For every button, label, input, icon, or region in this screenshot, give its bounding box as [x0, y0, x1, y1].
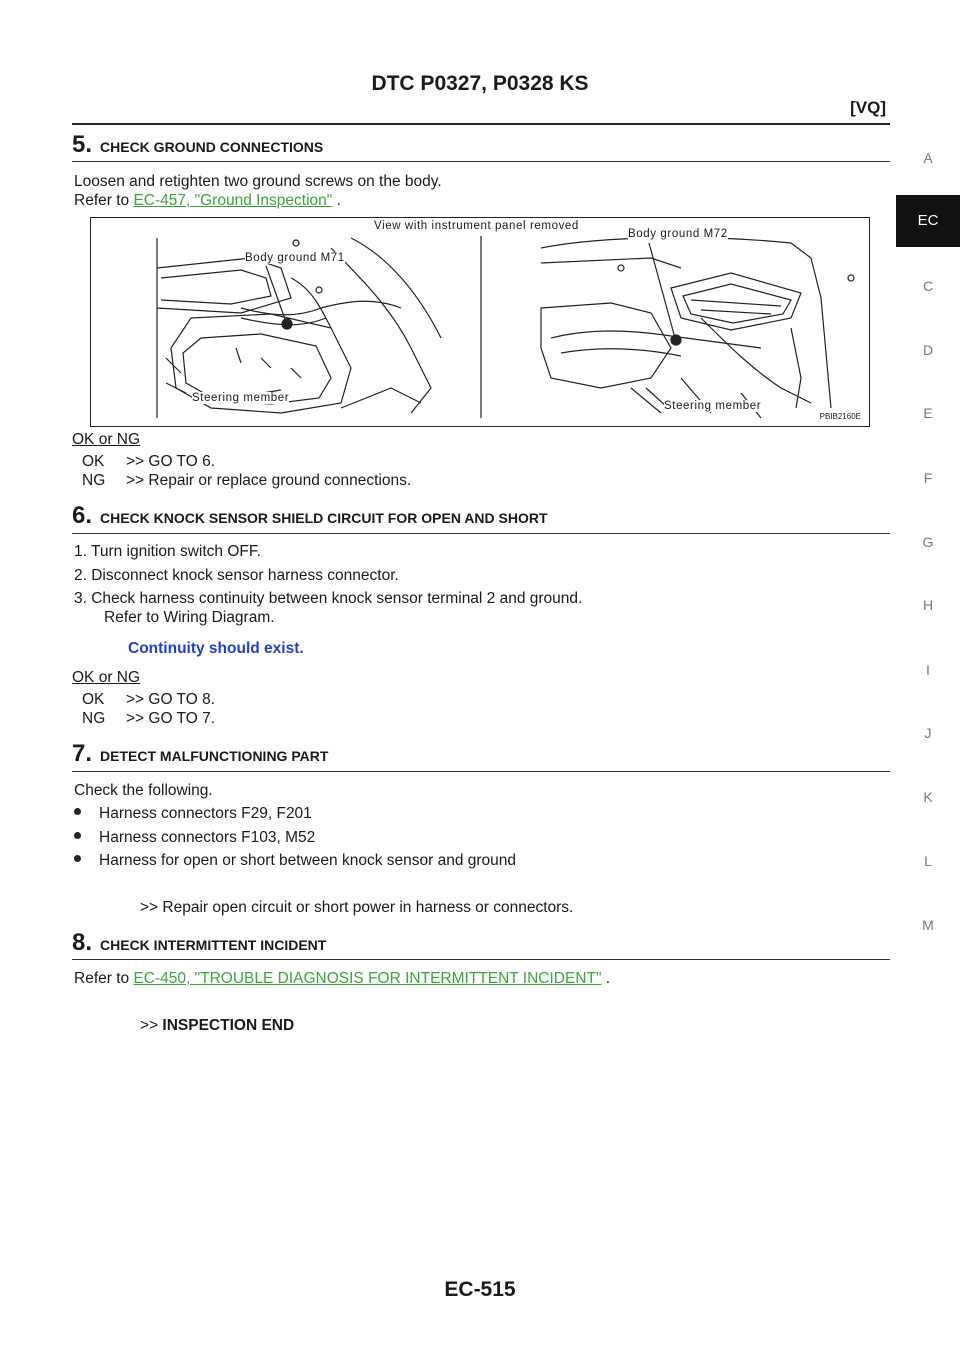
refer-suffix: .: [336, 192, 341, 209]
step-number: 7.: [72, 740, 93, 767]
ng-result: >> Repair or replace ground connections.: [126, 472, 412, 489]
step-rule: [72, 959, 890, 960]
refer-prefix: Refer to: [74, 192, 130, 209]
spec-continuity: Continuity should exist.: [128, 640, 304, 657]
link-intermittent-incident[interactable]: EC-450, "TROUBLE DIAGNOSIS FOR INTERMITTENT INCIDENT": [133, 970, 602, 987]
step-6-item-1: 1. Turn ignition switch OFF.: [74, 543, 261, 560]
step-5-refer: [74, 191, 341, 210]
end-text: INSPECTION END: [162, 1017, 295, 1034]
bullet-icon: [74, 855, 81, 862]
bullet-icon: [74, 808, 81, 815]
tab-c[interactable]: C: [922, 278, 934, 294]
step-8-refer: [74, 969, 610, 988]
ok-or-ng-label: OK or NG: [72, 669, 141, 686]
end-arrow: >>: [140, 1017, 159, 1034]
label-steering-member-left: Steering member: [192, 392, 290, 404]
ok-or-ng-label: OK or NG: [72, 431, 141, 448]
list-item-text: Harness for open or short between knock sensor and ground: [99, 852, 517, 869]
tab-k[interactable]: K: [923, 789, 933, 805]
tab-m[interactable]: M: [922, 917, 934, 933]
step-6-item-3: 3. Check harness continuity between knock sensor terminal 2 and ground.: [74, 590, 583, 607]
step-title: CHECK KNOCK SENSOR SHIELD CIRCUIT FOR OPEN AND SHORT: [100, 510, 548, 526]
list-item: [74, 804, 312, 823]
tab-e[interactable]: E: [923, 405, 933, 421]
label-steering-member-right: Steering member: [664, 400, 762, 412]
page-number: EC-515: [444, 1278, 516, 1301]
step-rule: [72, 533, 890, 534]
figure-caption: View with instrument panel removed: [374, 220, 579, 232]
step-7-action: >> Repair open circuit or short power in harness or connectors.: [140, 899, 574, 916]
step-title: CHECK INTERMITTENT INCIDENT: [100, 937, 327, 953]
ground-location-figure: [90, 217, 870, 427]
step-6-heading: [72, 502, 548, 530]
step-5-heading: [72, 131, 323, 159]
ok-result: >> GO TO 8.: [126, 691, 216, 708]
list-item: [74, 828, 315, 847]
list-item-text: Harness connectors F103, M52: [99, 829, 316, 846]
tab-ec[interactable]: EC: [896, 195, 960, 247]
step-title: DETECT MALFUNCTIONING PART: [100, 748, 329, 764]
bullet-icon: [74, 832, 81, 839]
page-title: DTC P0327, P0328 KS: [371, 72, 589, 95]
step-8-heading: [72, 929, 326, 957]
label-body-ground-m71: Body ground M71: [245, 252, 345, 264]
header-rule: [72, 123, 890, 125]
step-number: 6.: [72, 502, 93, 529]
ng-label: NG: [82, 472, 106, 489]
tab-a[interactable]: A: [923, 150, 933, 166]
step-rule: [72, 771, 890, 772]
engine-variant: [VQ]: [850, 98, 886, 117]
ok-result: >> GO TO 6.: [126, 453, 216, 470]
refer-prefix: Refer to: [74, 970, 130, 987]
step-5-text: Loosen and retighten two ground screws on the body.: [74, 173, 442, 190]
step-number: 8.: [72, 929, 93, 956]
tab-d[interactable]: D: [922, 342, 934, 358]
step-6-item-2: 2. Disconnect knock sensor harness connector.: [74, 567, 399, 584]
tab-f[interactable]: F: [923, 470, 933, 486]
step-rule: [72, 161, 890, 162]
ng-label: NG: [82, 710, 106, 727]
ok-label: OK: [82, 453, 105, 470]
tab-h[interactable]: H: [922, 597, 934, 613]
step-number: 5.: [72, 131, 93, 158]
ng-result: >> GO TO 7.: [126, 710, 216, 727]
list-item-text: Harness connectors F29, F201: [99, 805, 312, 822]
inspection-end: [140, 1016, 294, 1035]
step-6-item-3-note: Refer to Wiring Diagram.: [104, 609, 275, 626]
ok-label: OK: [82, 691, 105, 708]
tab-j[interactable]: J: [924, 725, 932, 741]
refer-suffix: .: [605, 970, 611, 987]
step-7-intro: Check the following.: [74, 782, 213, 799]
tab-i[interactable]: I: [926, 662, 930, 678]
step-7-heading: [72, 740, 328, 768]
tab-g[interactable]: G: [922, 534, 934, 550]
list-item: [74, 851, 516, 870]
tab-l[interactable]: L: [924, 853, 932, 869]
link-ground-inspection[interactable]: EC-457, "Ground Inspection": [133, 192, 333, 209]
label-body-ground-m72: Body ground M72: [628, 228, 728, 240]
figure-code: PBIB2160E: [819, 412, 861, 421]
step-title: CHECK GROUND CONNECTIONS: [100, 139, 324, 155]
